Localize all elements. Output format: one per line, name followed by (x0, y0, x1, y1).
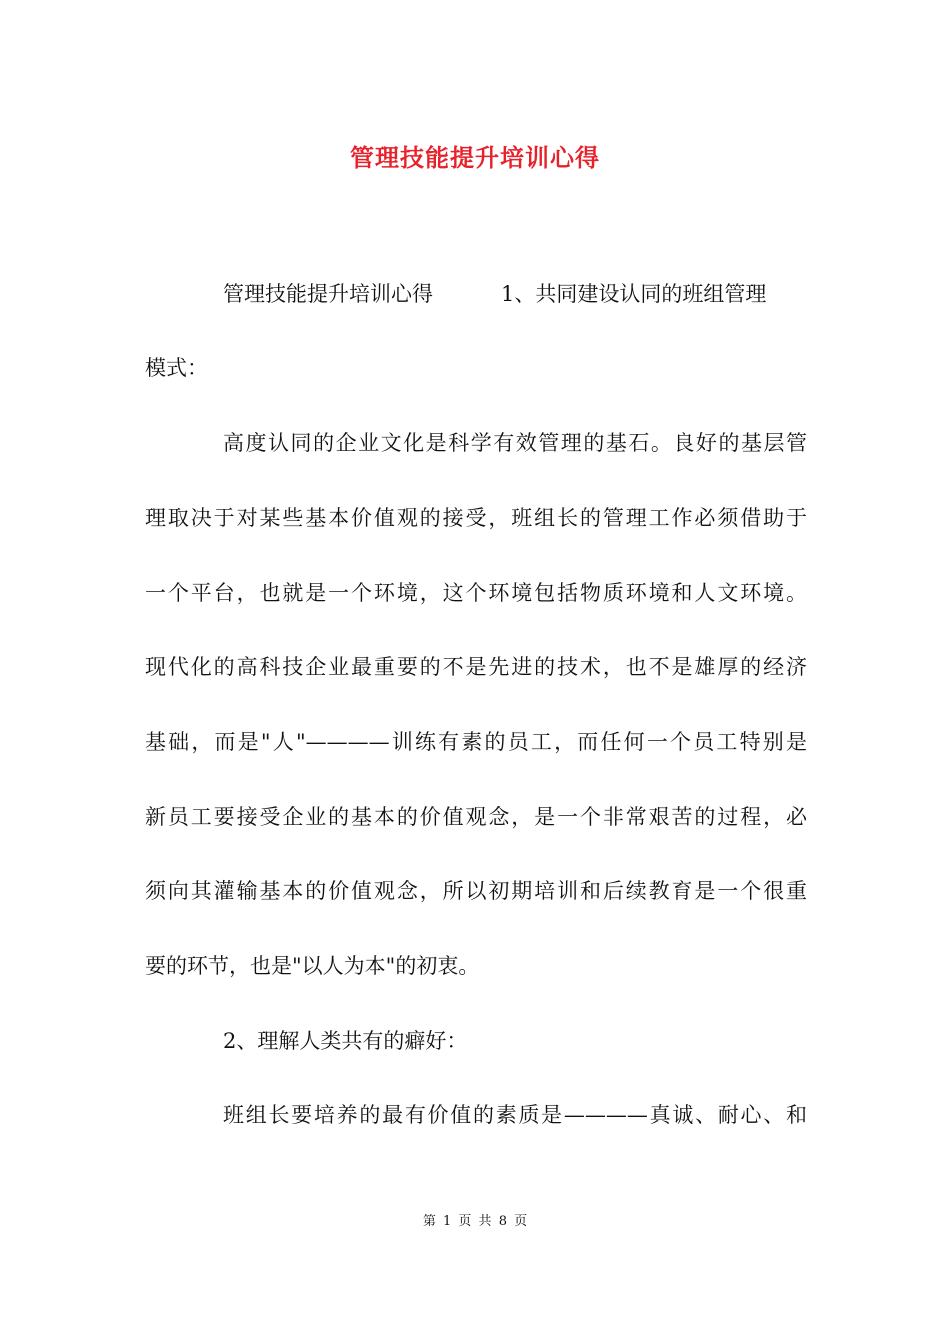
page-number-footer: 第 1 页 共 8 页 (422, 1214, 528, 1229)
section-1-heading: 1、共同建设认同的班组管理 (501, 282, 767, 306)
heading-text: 管理技能提升培训心得 (223, 282, 433, 306)
paragraph-line-9: 须向其灌输基本的价值观念，所以初期培训和后续教育是一个很重 (145, 879, 807, 903)
paragraph-line-3: 高度认同的企业文化是科学有效管理的基石。良好的基层管 (223, 431, 807, 455)
paragraph-line-2: 模式： (145, 356, 208, 380)
paragraph-line-4: 理取决于对某些基本价值观的接受，班组长的管理工作必须借助于 (145, 506, 807, 530)
paragraph-line-12: 班组长要培养的最有价值的素质是————真诚、耐心、和 (223, 1103, 807, 1127)
paragraph-line-8: 新员工要接受企业的基本的价值观念，是一个非常艰苦的过程，必 (145, 805, 807, 829)
document-title: 管理技能提升培训心得 (350, 143, 600, 172)
paragraph-line-7: 基础，而是"人"————训练有素的员工，而任何一个员工特别是 (145, 730, 807, 754)
section-2-heading: 2、理解人类共有的癖好： (223, 1029, 468, 1053)
paragraph-line-5: 一个平台，也就是一个环境，这个环境包括物质环境和人文环境。 (145, 581, 807, 605)
paragraph-line-1 (223, 279, 766, 309)
paragraph-line-10: 要的环节，也是"以人为本"的初衷。 (145, 954, 480, 978)
paragraph-line-6: 现代化的高科技企业最重要的不是先进的技术，也不是雄厚的经济 (145, 655, 807, 679)
